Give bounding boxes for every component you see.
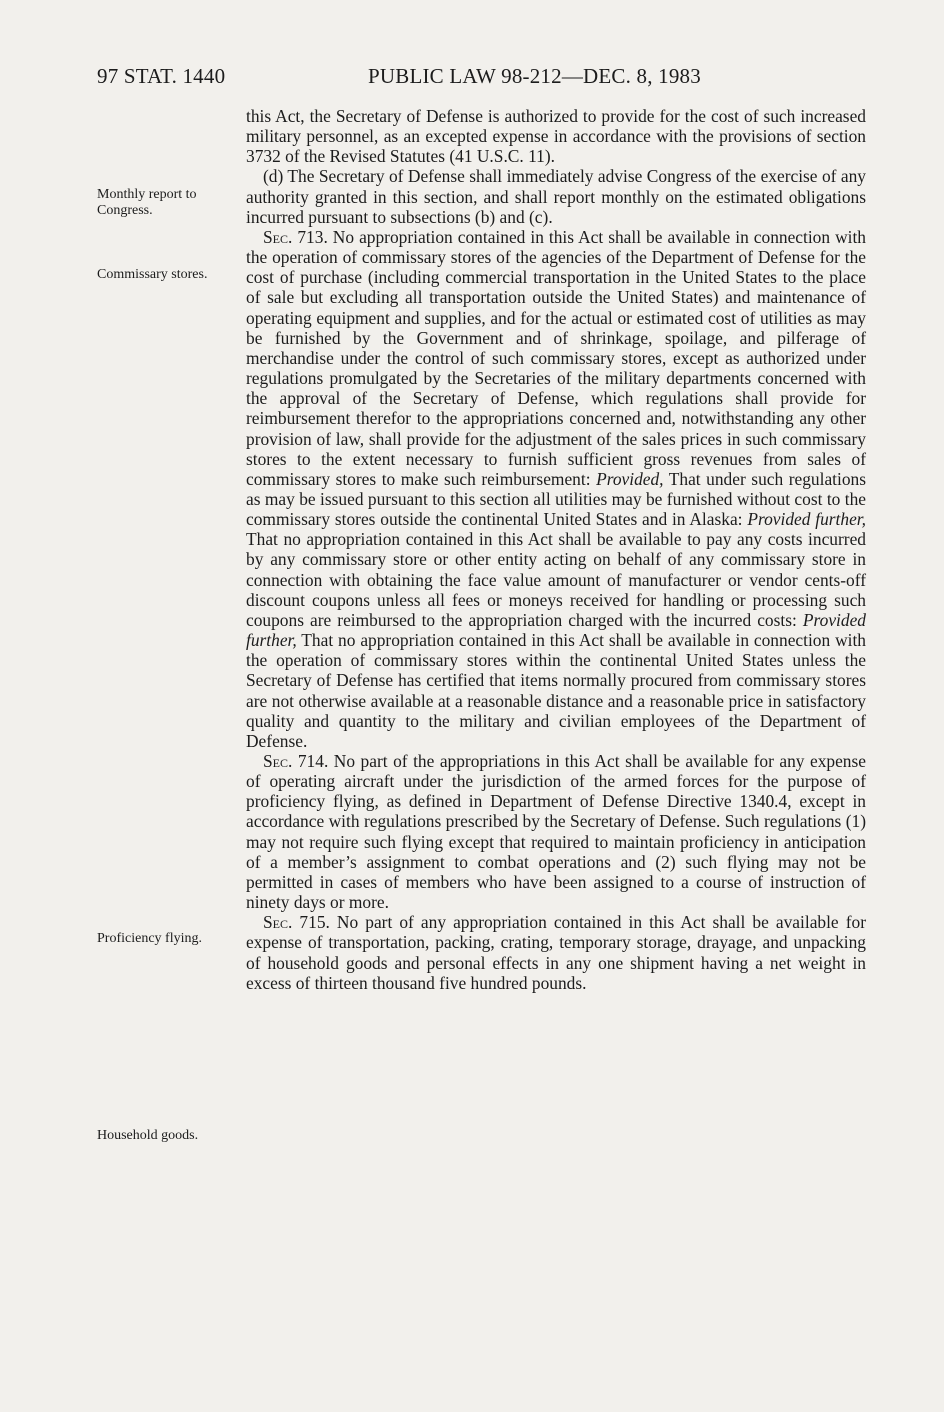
section-label: Sec. bbox=[263, 912, 293, 933]
paragraph-d: (d) The Secretary of Defense shall immediately advise Congress of the exercise of any authority granted in this section, and shall report monthly on the estimated obligations incurred pursuant to subsections (b) and (c). bbox=[246, 166, 866, 227]
section-713-text-d: That no appropriation contained in this Act shall be available in connection with the operation of commissary stores within the continental United States unless the Secretary of Defense has certified that items normally procured from commissary stores are not otherwise available at a reasonable distance and a reasonable price in satisfactory quality and quantity to the military and civilian employees of the Department of Defense. bbox=[246, 630, 866, 751]
proviso-provided-further: Provided further, bbox=[246, 609, 866, 651]
section-713-text-c: That no appropriation contained in this Act shall be available to pay any costs incurred by any commissary store or other entity acting on behalf of any commissary store in connection with obtaining the face value amount of manufacturer or vendor cents-off discount coupons unless all fees or moneys received for handling or processing such coupons are reimbursed to the appropriation charged with the incurred costs: bbox=[246, 529, 866, 630]
margin-note-household: Household goods. bbox=[97, 1128, 199, 1143]
section-715 bbox=[246, 912, 866, 993]
margin-note-monthly-report: Monthly report to Congress. bbox=[97, 187, 197, 218]
statute-reference: 97 STAT. 1440 bbox=[97, 64, 226, 88]
section-label: Sec. bbox=[263, 751, 293, 771]
proviso-provided-further: Provided further, bbox=[747, 509, 866, 530]
section-713 bbox=[246, 227, 866, 751]
section-label: Sec. bbox=[263, 226, 293, 247]
margin-note-proficiency: Proficiency flying. bbox=[97, 931, 202, 946]
running-header: PUBLIC LAW 98-212—DEC. 8, 1983 bbox=[368, 64, 701, 88]
body-text bbox=[246, 106, 866, 993]
margin-note-commissary: Commissary stores. bbox=[97, 267, 208, 282]
section-713-text-a: 713. No appropriation contained in this Act shall be available in connection with the operation of commissary stores of the agencies of the Department of Defense for the cost of purchase (including commercial transportation in the United States to the place of sale but excluding all transportation outside the United States) and maintenance of operating equipment and supplies, and for the actual or estimated cost of utilities as may be furnished by the Government and of shrinkage, spoilage, and pilferage of merchandise under the control of such commissary stores, except as authorized under regulations promulgated by the Secretaries of the military departments concerned with the approval of the Secretary of Defense, which regulations shall provide for reimbursement therefor to the appropriations concerned and, notwithstanding any other provision of law, shall provide for the adjustment of the sales prices in such commissary stores to the extent necessary to furnish sufficient gross revenues from sales of commissary stores to make such reimbursement: bbox=[246, 226, 866, 489]
section-713-text-b: That under such regulations as may be issued pursuant to this section all utilities may be furnished without cost to the commissary stores outside the continental United States and in Alaska: bbox=[246, 468, 866, 530]
section-715-text: 715. No part of any appropriation contained in this Act shall be available for expense of transportation, packing, crating, temporary storage, drayage, and unpacking of household goods and personal effects in any one shipment having a net weight in excess of thirteen thousand five hundred pounds. bbox=[246, 912, 866, 993]
paragraph-continuation: this Act, the Secretary of Defense is authorized to provide for the cost of such increased military personnel, as an excepted expense in accordance with the provisions of section 3732 of the Revised Statutes (41 U.S.C. 11). bbox=[246, 106, 866, 167]
proviso-provided: Provided, bbox=[596, 468, 664, 489]
section-714 bbox=[246, 751, 866, 912]
section-714-text: 714. No part of the appropriations in this Act shall be available for any expense of operating aircraft under the jurisdiction of the armed forces for the purpose of proficiency flying, as defined in Department of Defense Directive 1340.4, except in accordance with regulations prescribed by the Secretary of Defense. Such regulations (1) may not require such flying except that required to maintain proficiency in anticipation of a member’s assignment to combat operations and (2) such flying may not be permitted in cases of members who have been assigned to a course of instruction of ninety days or more. bbox=[246, 751, 866, 913]
